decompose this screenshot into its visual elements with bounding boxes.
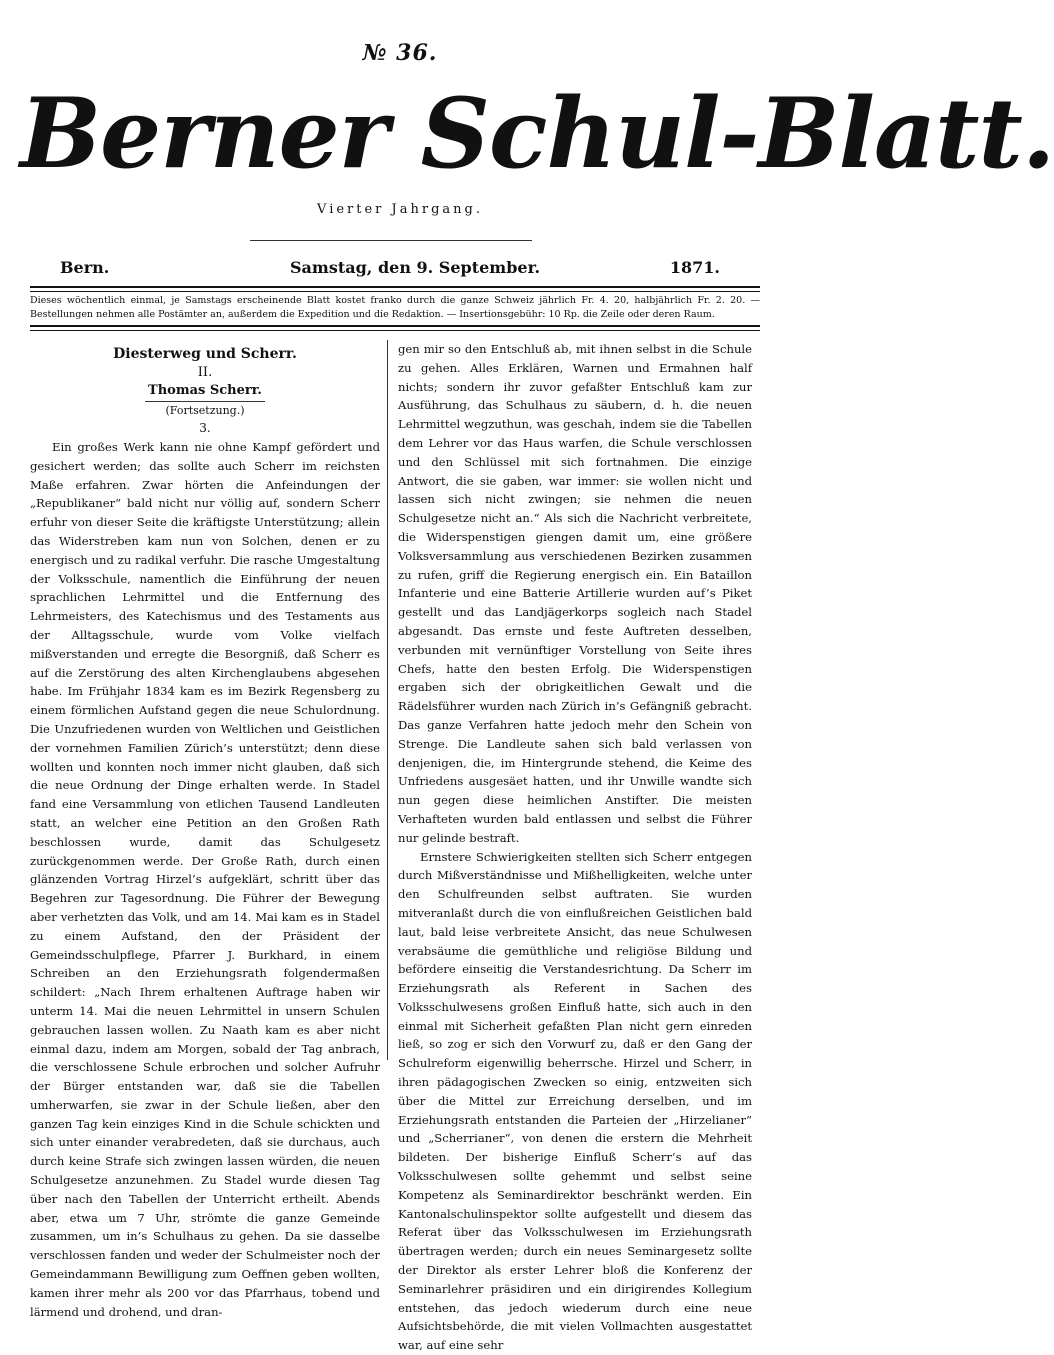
paragraph: Ein großes Werk kann nie ohne Kampf gefördert und gesichert werden; das sollte auch Scherr im reichsten Maße erfahren. Zwar hörten die Anfeindungen der „Republikaner“ bald nicht nur völlig auf, sondern Scherr erfuhr von dieser Seite die kräftigste Unterstützung; allein das Widerstreben kam nun von Solchen, denen er zu energisch und zu radikal verfuhr. Die rasche Umgestaltung der Volksschule, namentlich die Einführung der neuen sprachlichen Lehrmittel und die Entfernung des Lehrmeisters, des Katechismus und des Testaments aus der Alltagsschule, wurde vom Volke vielfach mißverstanden und erregte die Besorgniß, daß Scherr es auf die Zerstörung des alten Kirchenglaubens abgesehen habe. Im Frühjahr 1834 kam es im Bezirk Regensberg zu einem förmlichen Aufstand gegen die neue Schulordnung. Die Unzufriedenen wurden von Weltlichen und Geistlichen der vornehmen Familien Zürich’s unterstützt; denn diese wollten und konnten noch immer nicht glauben, daß sich die neue Ordnung der Dinge erhalten werde. In Stadel fand eine Versammlung von etlichen Tausend Landleuten statt, an welcher eine Petition an den Großen Rath beschlossen wurde, damit das Schulgesetz zurückgenommen werde. Der Große Rath, durch einen glänzenden Vortrag Hirzel’s aufgeklärt, schritt über das Begehren zur Tagesordnung. Die Führer der Bewegung aber verhetzten das Volk, und am 14. Mai kam es in Stadel zu einem Aufstand, den der Präsident der Gemeindsschulpflege, Pfarrer J. Burkhard, in einem Schreiben an den Erziehungsrath folgendermaßen schildert: „Nach Ihrem erhaltenen Auftrage haben wir unterm 14. Mai die neuen Lehrmittel in unsern Schulen gebrauchen lassen wollen. Zu Naath kam es aber nicht einmal dazu, indem am Morgen, sobald der Tag anbrach, die verschlossene Schule erbrochen und solcher Aufruhr der Bürger entstanden war, daß sie die Tabellen umherwarfen, sie zwar in der Schule ließen, aber den ganzen Tag kein einziges Kind in die Schule schickten und sich unter einander verabredeten, daß sie durchaus, auch durch keine Strafe sich zwingen lassen würden, die neuen Schulgesetze anzunehmen. Zu Stadel wurde diesen Tag über nach den Tabellen der Unterricht ertheilt. Abends aber, etwa um 7 Uhr, strömte die ganze Gemeinde zusammen, um in’s Schulhaus zu gehen. Da sie dasselbe verschlossen fanden und weder der Schulmeister noch der Gemeindammann Bewilligung zum Oeffnen geben wollten, kamen ihrer mehr als 200 vor das Pfarrhaus, tobend und lärmend und drohend, und dran- xyxy=(30,440,380,1319)
header-divider xyxy=(250,240,532,241)
masthead-title: Berner Schul-Blatt. xyxy=(20,77,1054,190)
paragraph: Ernstere Schwierigkeiten stellten sich Scherr entgegen durch Mißverständnisse und Mißhelligkeiten, welche unter den Schulfreunden selbst auftraten. Sie wurden mitveranlaßt durch die von einflußreichen Geistlichen bald laut, bald leise verbreitete Ansicht, das neue Schulwesen verabsäume die gemüthliche und religiöse Bildung und befördere einseitig die Verstandesrichtung. Da Scherr im Erziehungsrath als Referent in Sachen des Volksschulwesens großen Einfluß hatte, sich auch in den einmal mit Sicherheit gefaßten Plan nicht gern einreden ließ, so zog er sich den Vorwurf zu, daß er den Gang der Schulreform eigenwillig beherrsche. Hirzel und Scherr, in ihren pädagogischen Zwecken so einig, entzweiten sich über die Mittel zur Erreichung derselben, und im Erziehungsrath entstanden die Parteien der „Hirzelianer“ und „Scherrianer“, von denen die erstern die Mehrheit bildeten. Der bisherige Einfluß Scherr’s auf das Volksschulwesen sollte gehemmt und selbst seine Kompetenz als Seminardirektor beschränkt werden. Ein Kantonalschulinspektor sollte aufgestellt und diesem das Referat über das Volksschulwesen im Erziehungsrath übertragen werden; durch ein neues Seminargesetz sollte der Direktor als erster Lehrer bloß die Konferenz der Seminarlehrer präsidiren und ein dirigirendes Kollegium entstehen, das jedoch wiederum durch eine neue Aufsichtsbehörde, die mit vielen Vollmachten ausgestattet war, auf eine sehr xyxy=(398,849,752,1353)
column-divider xyxy=(387,340,388,1060)
article-subject-rule xyxy=(145,401,265,402)
issue-number: № 36. xyxy=(362,40,438,66)
dateline-date: Samstag, den 9. September. xyxy=(290,258,541,277)
article-part: II. xyxy=(197,365,213,380)
dateline xyxy=(60,258,720,280)
subscription-notice: Dieses wöchentlich einmal, je Samstags erscheinende Blatt kostet franko durch die ganze Schweiz jährlich Fr. 4. 20, halbjährlich Fr. 2. 20. — Bestellungen nehmen alle Postämter an, außerdem die Expedition und die Redaktion. — Insertionsgebühr: 10 Rp. die Zeile oder deren Raum. xyxy=(30,295,760,320)
column-left xyxy=(30,340,380,1321)
top-double-rule xyxy=(30,286,760,292)
article-title: Diesterweg und Scherr. xyxy=(113,346,297,362)
section-number: 3. xyxy=(199,421,211,435)
continuation-note: (Fortsetzung.) xyxy=(165,404,245,417)
column-right xyxy=(398,340,752,1355)
paragraph: gen mir so den Entschluß ab, mit ihnen selbst in die Schule zu gehen. Alles Erklären, Warnen und Ermahnen half nichts; sondern ihr zuvor gefaßter Entschluß kam zur Ausführung, das Schulhaus zu säubern, d. h. die neuen Lehrmittel wegzuthun, was geschah, indem sie die Tabellen dem Lehrer vor das Haus warfen, die Schule verschlossen und den Schlüssel mit sich fortnahmen. Die einzige Antwort, die sie gaben, war immer: sie wollen nicht und lassen sich nicht zwingen; sie nehmen die neuen Schulgesetze nicht an.“ Als sich die Nachricht verbreitete, die Widerspenstigen giengen damit um, eine größere Volksversammlung aus verschiedenen Bezirken zusammen zu rufen, griff die Regierung energisch ein. Ein Bataillon Infanterie und eine Batterie Artillerie wurden auf’s Piket gestellt und das Landjägerkorps sogleich nach Stadel abgesandt. Das ernste und feste Auftreten desselben, verbunden mit vernünftiger Vorstellung von Seite ihres Chefs, hatte den besten Erfolg. Die Widerspenstigen ergaben sich der obrigkeitlichen Gewalt und die Rädelsführer wurden nach Zürich in’s Gefängniß gebracht. Das ganze Verfahren hatte jedoch mehr den Schein von Strenge. Die Landleute sahen sich bald verlassen von denjenigen, die, im Hintergrunde stehend, die Keime des Unfriedens ausgesäet hatten, und ihr Unwille wandte sich nun gegen diese heimlichen Anstifter. Die meisten Verhafteten wurden bald entlassen und selbst die Führer nur gelinde bestraft. xyxy=(398,342,752,845)
volume-subtitle: Vierter Jahrgang. xyxy=(317,202,483,217)
article-subject: Thomas Scherr. xyxy=(148,383,262,398)
bottom-double-rule xyxy=(30,325,760,331)
dateline-place: Bern. xyxy=(60,258,110,277)
dateline-year: 1871. xyxy=(669,258,720,277)
